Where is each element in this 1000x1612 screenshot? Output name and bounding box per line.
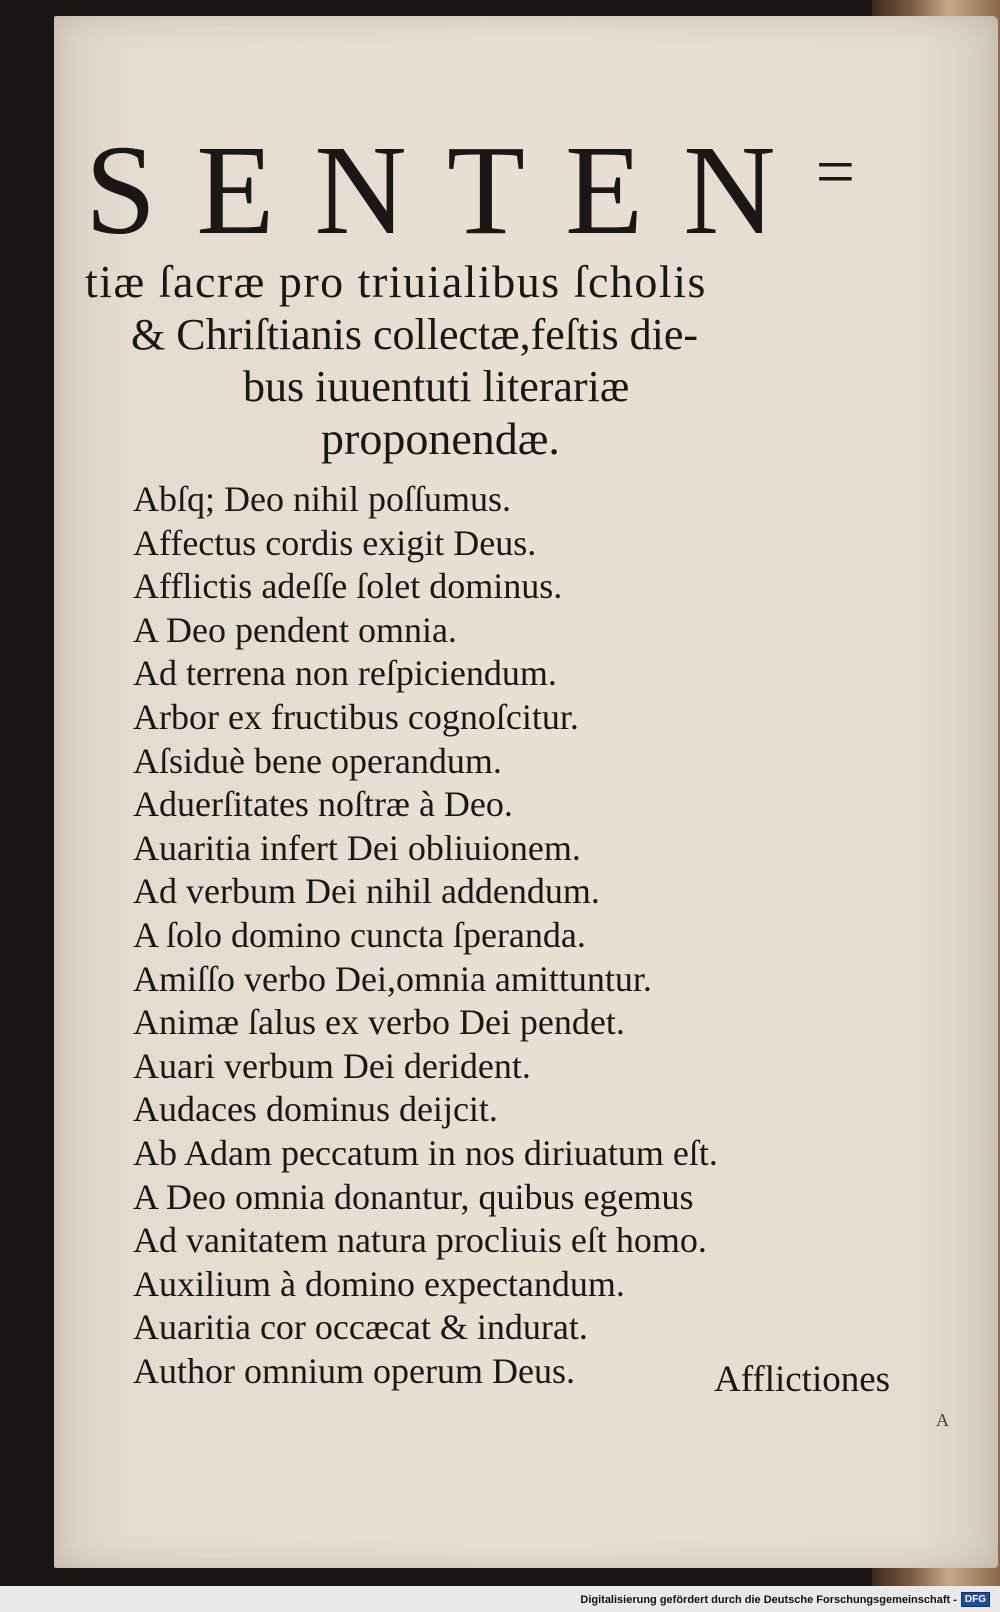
signature-mark: A (936, 1410, 949, 1430)
sentence-line: Ad vanitatem natura procliuis eſt homo. (133, 1220, 707, 1261)
subtitle-line-1: tiæ ſacræ pro triuialibus ſcholis (85, 256, 707, 307)
sentence-line: Ad verbum Dei nihil addendum. (133, 871, 600, 912)
sentence-line: Ad terrena non reſpiciendum. (133, 653, 557, 694)
sentence-line: Afflictis adeſſe ſolet dominus. (133, 566, 563, 607)
title-word: SENTEN (85, 119, 816, 261)
sentence-line: Auaritia cor occæcat & indurat. (133, 1307, 588, 1348)
subtitle-line-4: proponendæ. (321, 413, 560, 464)
title-hyphen: = (815, 134, 856, 211)
sentence-line: Audaces dominus deijcit. (133, 1089, 498, 1130)
sentence-line: Animæ ſalus ex verbo Dei pendet. (133, 1002, 625, 1043)
sentence-line: Affectus cordis exigit Deus. (133, 522, 537, 563)
sentence-line: A ſolo domino cuncta ſperanda. (133, 914, 586, 955)
catchword: Afflictiones (714, 1359, 891, 1400)
credit-text: Digitalisierung gefördert durch die Deutsche Forschungsgemeinschaft - (580, 1593, 957, 1606)
sentence-line: Auaritia infert Dei obliuionem. (133, 827, 581, 868)
subtitle-line-2: & Chriſtianis collectæ,feſtis die- (131, 310, 698, 359)
sentence-line: Ab Adam peccatum in nos diriuatum eſt. (133, 1132, 718, 1173)
dfg-logo: DFG (961, 1592, 990, 1607)
sentence-line: Auari verbum Dei derident. (133, 1045, 531, 1086)
digitization-credit (580, 1592, 990, 1607)
sentence-line: Abſq; Deo nihil poſſumus. (133, 479, 511, 519)
sentence-list (133, 478, 893, 1393)
sentence-line: A Deo omnia donantur, quibus egemus (133, 1176, 694, 1217)
sentence-line: Auxilium à domino expectandum. (133, 1263, 625, 1304)
sentence-line: Arbor ex fructibus cognoſcitur. (133, 696, 579, 737)
sentence-line: Aduerſitates noſtræ à Deo. (133, 784, 513, 825)
sentence-line: Aſsiduè bene operandum. (133, 740, 502, 781)
sentence-line: A Deo pendent omnia. (133, 609, 457, 650)
sentence-line: Author omnium operum Deus. (133, 1350, 575, 1391)
page-title (85, 108, 905, 261)
sentence-line: Amiſſo verbo Dei,omnia amittuntur. (133, 958, 652, 999)
subtitle-line-3: bus iuuentuti literariæ (243, 362, 630, 411)
title-block (85, 108, 905, 465)
